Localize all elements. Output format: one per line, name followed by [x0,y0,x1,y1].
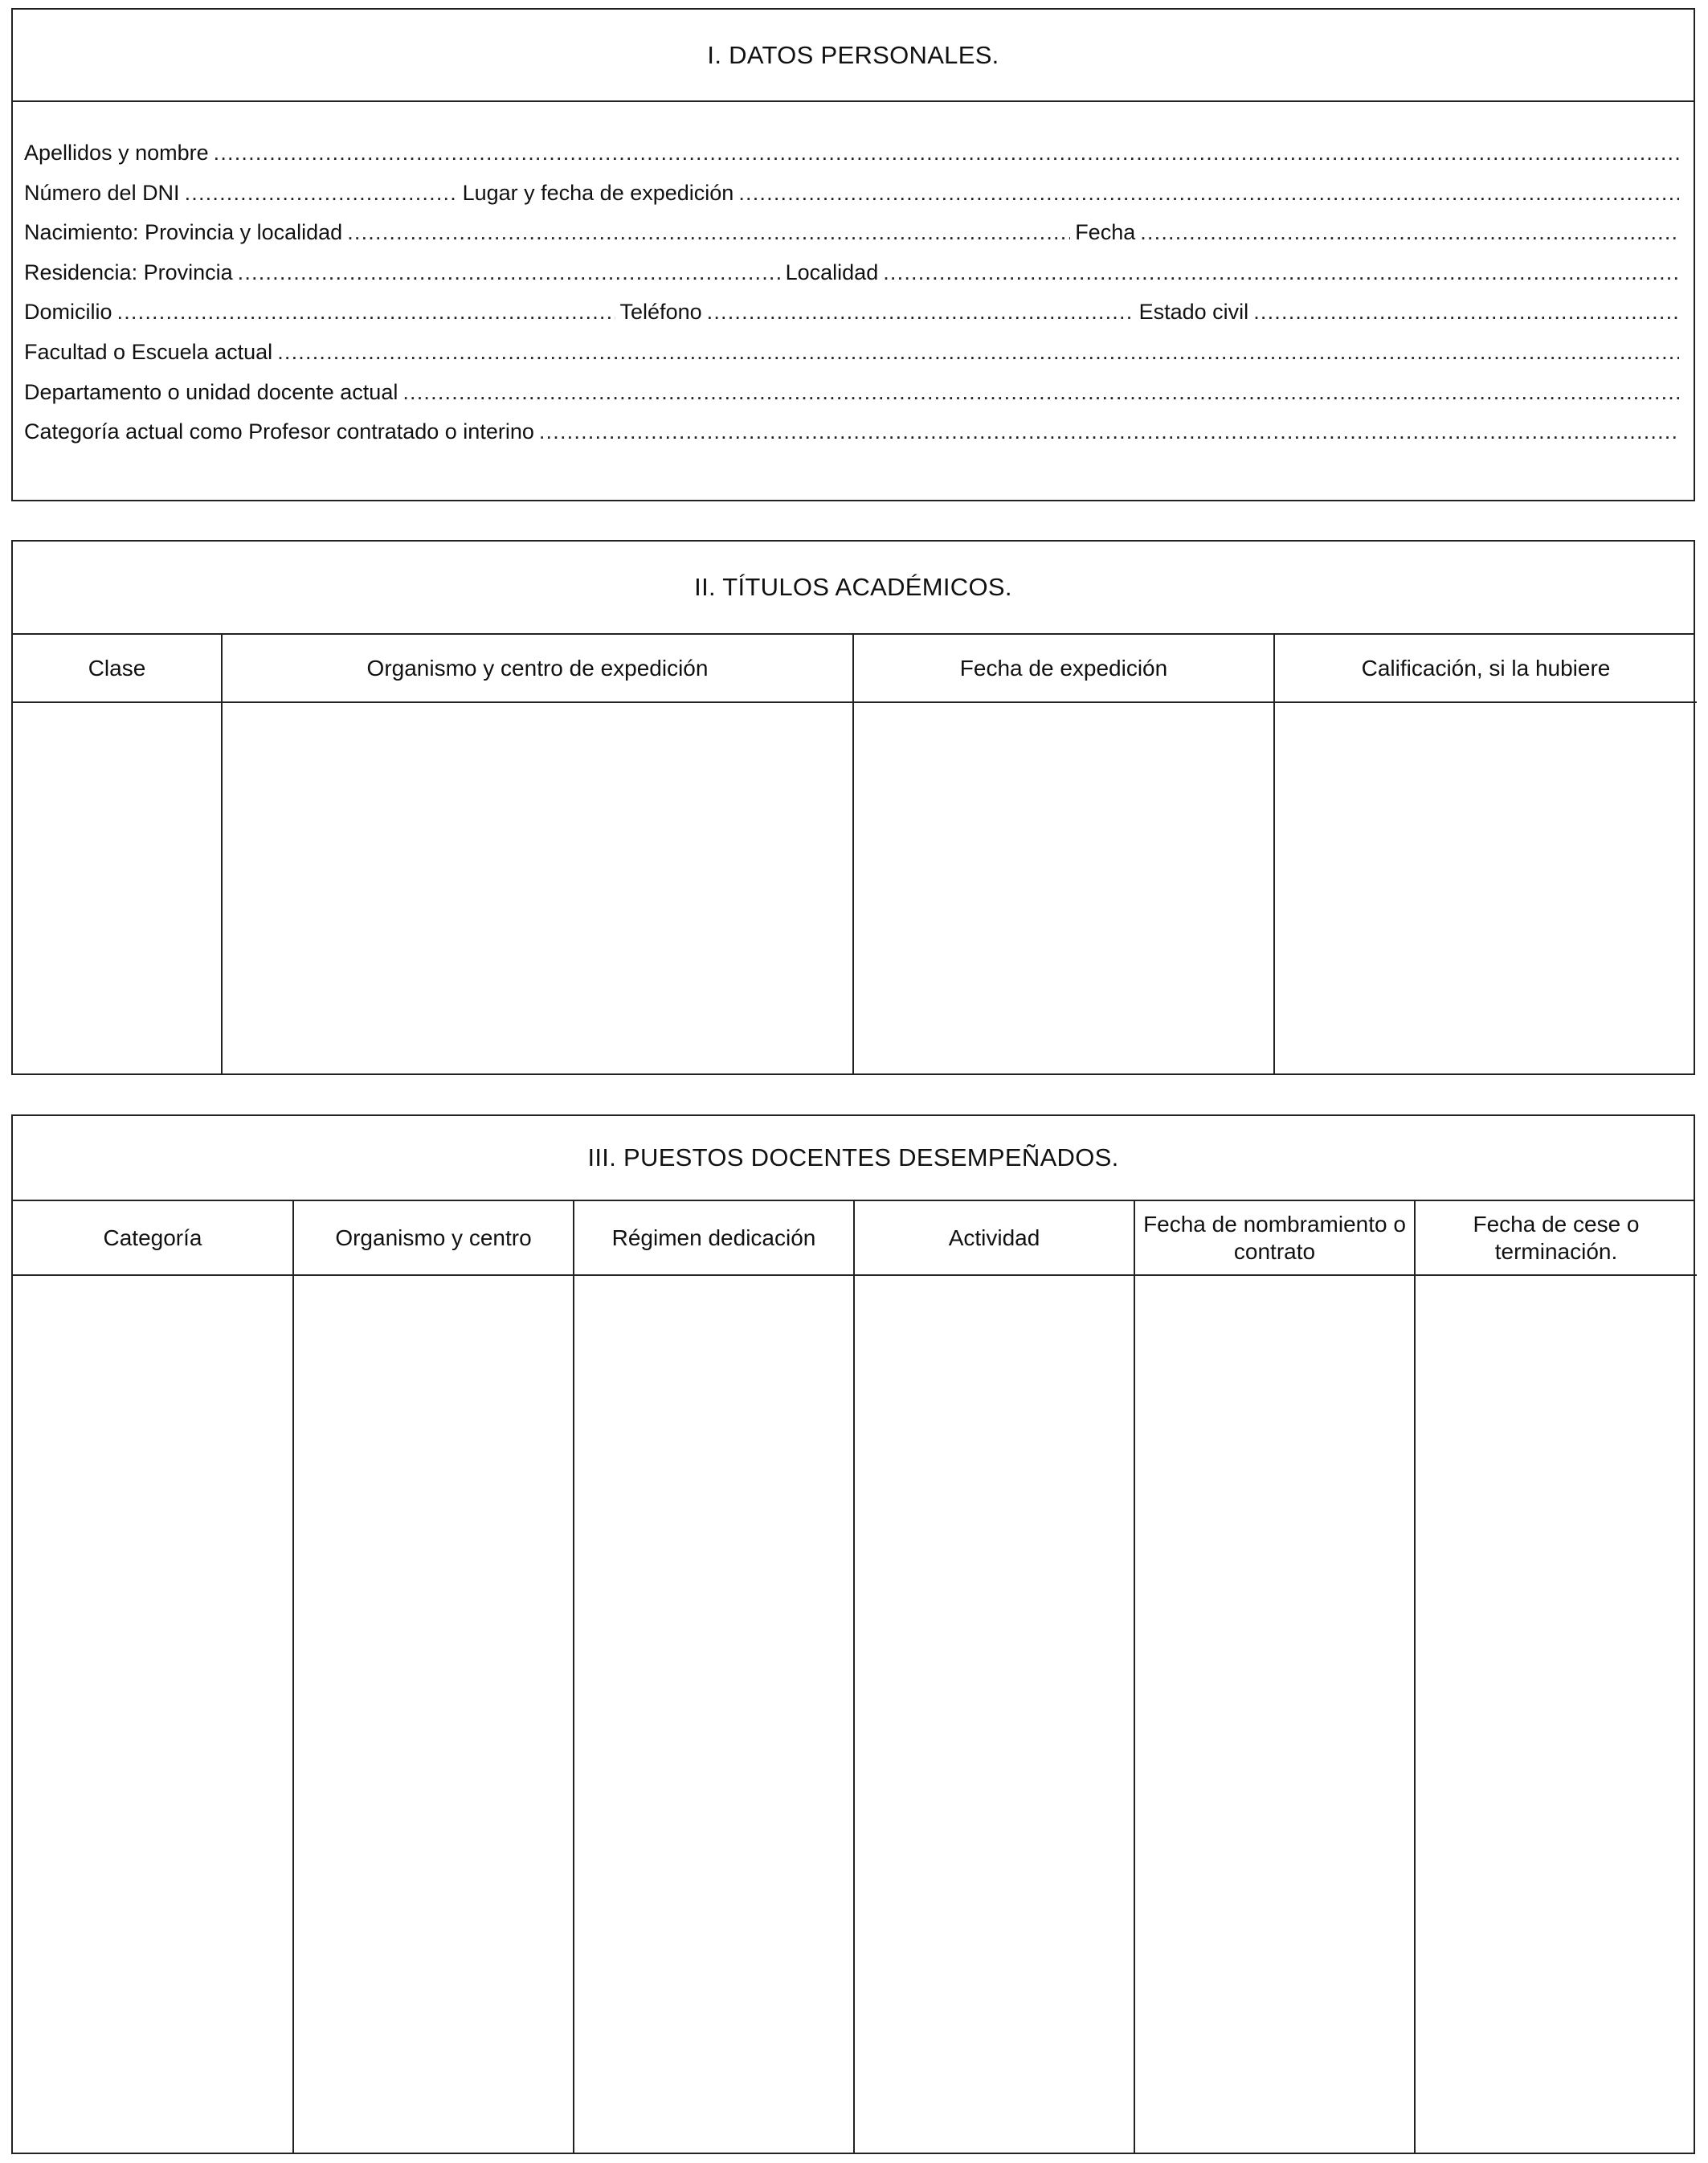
column-header-regimen-dedicacion: Régimen dedicación [574,1201,854,1275]
label-nacimiento: Nacimiento: Provincia y localidad [24,220,343,245]
fill-line-estado-civil[interactable] [1253,300,1679,325]
column-header-fecha-nombramiento: Fecha de nombramiento o contrato [1134,1201,1415,1275]
field-row-nacimiento [24,220,1694,260]
fill-line-lugar-fecha-expedicion[interactable] [738,181,1679,206]
label-localidad: Localidad [785,260,879,284]
fill-line-localidad[interactable] [883,260,1679,285]
cell-regimen-dedicacion[interactable] [574,1275,854,2153]
label-residencia: Residencia: Provincia [24,260,233,284]
field-row-residencia [24,260,1694,301]
titulos-table [13,635,1697,1073]
column-header-categoria: Categoría [13,1201,293,1275]
column-header-fecha-expedicion: Fecha de expedición [853,635,1274,702]
section-title-titulos: II. TÍTULOS ACADÉMICOS. [13,542,1694,635]
table-header-row [13,1201,1697,1275]
label-telefono: Teléfono [619,300,702,325]
fill-line-facultad[interactable] [277,340,1679,365]
label-apellidos: Apellidos y nombre [24,141,209,165]
column-header-calificacion: Calificación, si la hubiere [1274,635,1697,702]
fill-line-dni[interactable] [185,181,458,206]
label-lugar-fecha-expedicion: Lugar y fecha de expedición [462,180,734,205]
column-header-organismo-expedicion: Organismo y centro de expedición [222,635,853,702]
titulos-academicos-section [11,540,1695,1075]
cell-organismo-expedicion[interactable] [222,702,853,1073]
puestos-table [13,1201,1697,2153]
cell-fecha-nombramiento[interactable] [1134,1275,1415,2153]
column-header-actividad: Actividad [854,1201,1134,1275]
table-row [13,702,1697,1073]
fill-line-fecha[interactable] [1140,220,1679,245]
label-domicilio: Domicilio [24,300,112,325]
cell-actividad[interactable] [854,1275,1134,2153]
label-facultad: Facultad o Escuela actual [24,339,273,364]
field-row-facultad [24,340,1694,380]
section-title-datos-personales: I. DATOS PERSONALES. [13,10,1694,102]
label-estado-civil: Estado civil [1138,300,1249,325]
section-title-puestos: III. PUESTOS DOCENTES DESEMPEÑADOS. [13,1116,1694,1201]
cell-clase[interactable] [13,702,222,1073]
fill-line-telefono[interactable] [707,300,1134,325]
field-row-departamento [24,380,1694,420]
label-fecha: Fecha [1075,220,1136,245]
personal-fields [13,102,1694,460]
fill-line-nacimiento[interactable] [347,220,1070,245]
column-header-clase: Clase [13,635,222,702]
label-dni: Número del DNI [24,180,180,205]
cell-fecha-expedicion[interactable] [853,702,1274,1073]
fill-line-departamento[interactable] [402,380,1679,405]
table-header-row [13,635,1697,702]
fill-line-domicilio[interactable] [117,300,615,325]
cell-organismo-centro[interactable] [293,1275,574,2153]
fill-line-residencia[interactable] [238,260,781,285]
label-departamento: Departamento o unidad docente actual [24,379,398,404]
field-row-dni [24,181,1694,221]
cell-fecha-cese[interactable] [1415,1275,1697,2153]
puestos-docentes-section [11,1114,1695,2154]
cell-calificacion[interactable] [1274,702,1697,1073]
label-categoria-actual: Categoría actual como Profesor contratado o interino [24,419,534,444]
fill-line-apellidos[interactable] [214,141,1679,166]
field-row-apellidos [24,141,1694,181]
field-row-domicilio [24,300,1694,340]
table-row [13,1275,1697,2153]
field-row-categoria-actual [24,419,1694,460]
column-header-fecha-cese: Fecha de cese o terminación. [1415,1201,1697,1275]
column-header-organismo-centro: Organismo y centro [293,1201,574,1275]
fill-line-categoria-actual[interactable] [539,419,1679,444]
datos-personales-section [11,8,1695,501]
cell-categoria[interactable] [13,1275,293,2153]
